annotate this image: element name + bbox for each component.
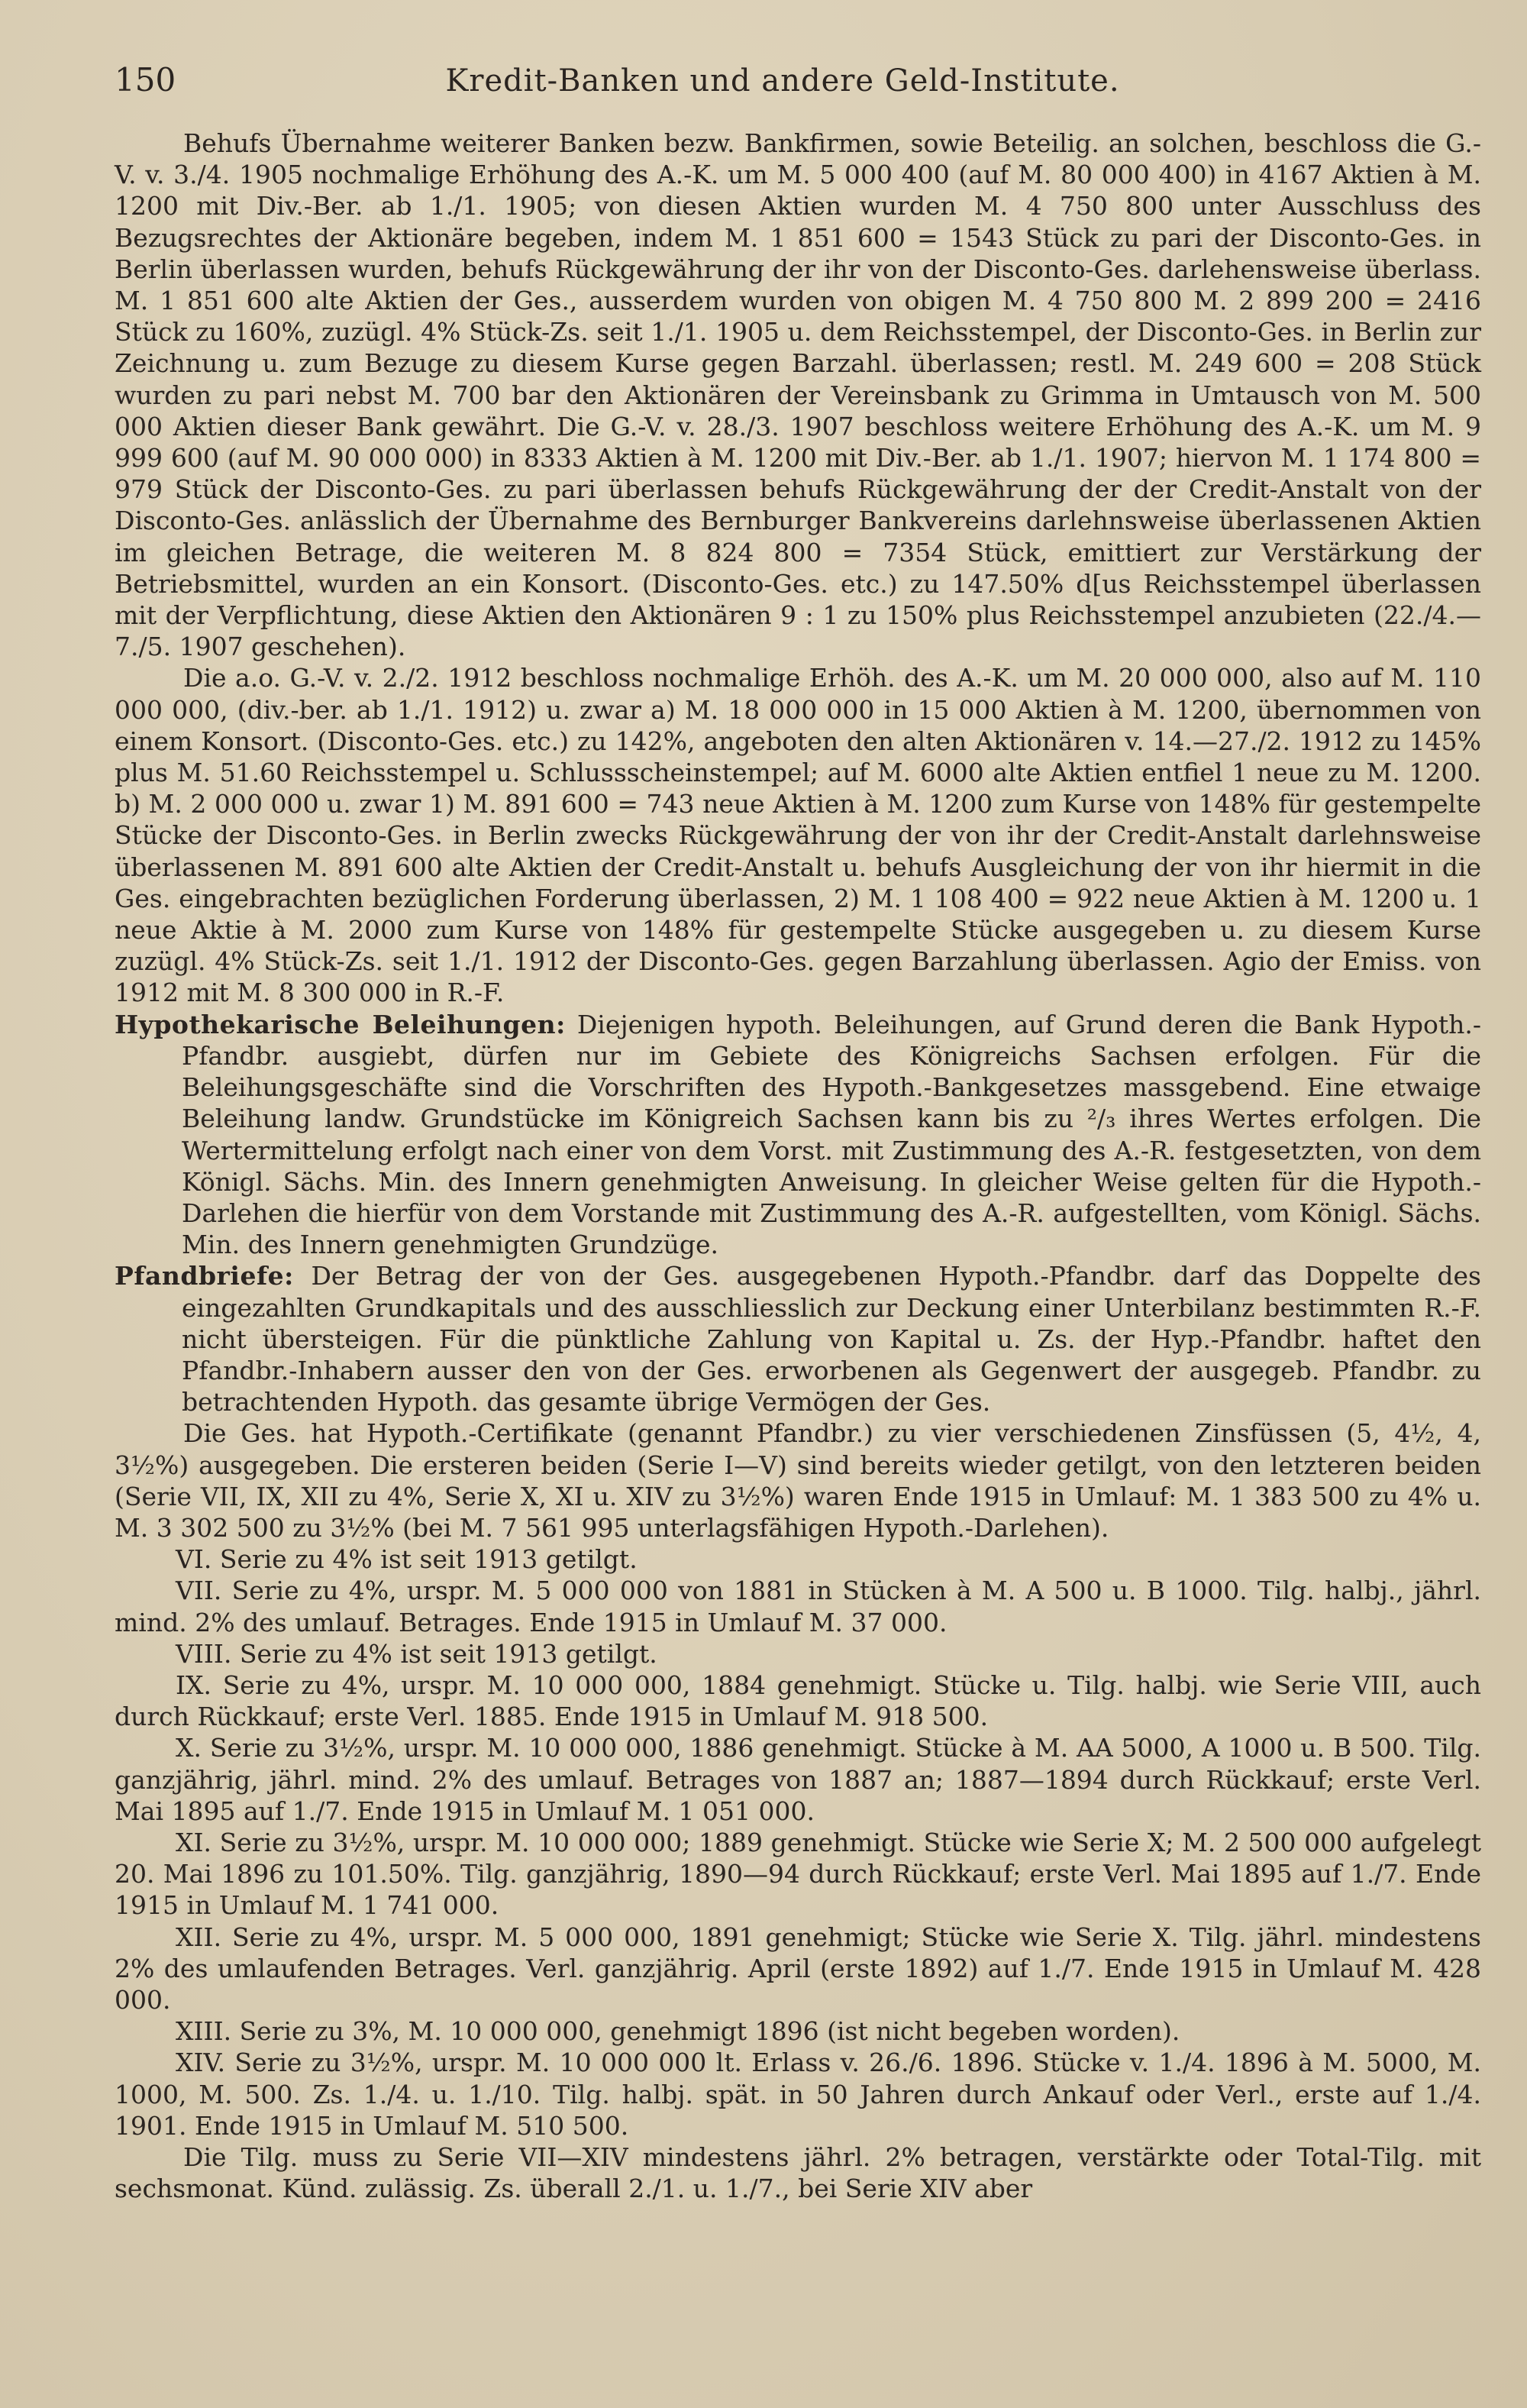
paragraph-pfandbriefe-certificates: Die Ges. hat Hypoth.-Certifikate (genannt Pfandbr.) zu vier verschiedenen Zinsfüssen (5, 4½, 4, 3½%) ausgegeben. Die ersteren beiden (Serie I—V) sind bereits wieder getilgt, von den letzteren beiden (Serie VII, IX, XII zu 4%, Serie X, XI u. XIV zu 3½%) waren Ende 1915 in Umlauf: M. 1 383 500 zu 4% u. M. 3 302 500 zu 3½% (bei M. 7 561 995 unterlagsfähigen Hypoth.-Darlehen). — [115, 1418, 1481, 1543]
series-entry-xi: XI. Serie zu 3½%, urspr. M. 10 000 000; 1889 genehmigt. Stücke wie Serie X; M. 2 500 000 aufgelegt 20. Mai 1896 zu 101.50%. Tilg. ganzjährig, 1890—94 durch Rückkauf; erste Verl. Mai 1895 auf 1./7. Ende 1915 in Umlauf M. 1 741 000. — [115, 1827, 1481, 1921]
section-pfandbriefe — [115, 1260, 1481, 1417]
section-hypothekarische-beleihungen — [115, 1009, 1481, 1261]
section-heading-pfandbriefe: Pfandbriefe: — [115, 1261, 294, 1291]
series-entry-xii: XII. Serie zu 4%, urspr. M. 5 000 000, 1891 genehmigt; Stücke wie Serie X. Tilg. jährl. mindestens 2% des umlaufenden Betrages. Verl. ganzjährig. April (erste 1892) auf 1./7. Ende 1915 in Umlauf M. 428 000. — [115, 1922, 1481, 2015]
section-text-hypothek: Diejenigen hypoth. Beleihungen, auf Grund deren die Bank Hypoth.-Pfandbr. ausgiebt, dürfen nur im Gebiete des Königreichs Sachsen erfolgen. Für die Beleihungsgeschäfte sind die Vorschriften des Hypoth.-Bankgesetzes massgebend. Eine etwaige Beleihung landw. Grundstücke im Königreich Sachsen kann bis zu ²/₃ ihres Wertes erfolgen. Die Wertermittelung erfolgt nach einer von dem Vorst. mit Zustimmung des A.-R. festgesetzten, von dem Königl. Sächs. Min. des Innern genehmigten Anweisung. In gleicher Weise gelten für die Hypoth.-Darlehen die hierfür von dem Vorstande mit Zustimmung des A.-R. aufgestellten, vom Königl. Sächs. Min. des Innern genehmigten Grundzüge. — [182, 1009, 1482, 1260]
paragraph-tilgung: Die Tilg. muss zu Serie VII—XIV mindestens jährl. 2% betragen, verstärkte oder Total-Tilg. mit sechsmonat. Künd. zulässig. Zs. überall 2./1. u. 1./7., bei Serie XIV aber — [115, 2142, 1481, 2204]
series-entry-x: X. Serie zu 3½%, urspr. M. 10 000 000, 1886 genehmigt. Stücke à M. AA 5000, A 1000 u. B 500. Tilg. ganzjährig, jährl. mind. 2% des umlauf. Betrages von 1887 an; 1887—1894 durch Rückkauf; erste Verl. Mai 1895 auf 1./7. Ende 1915 in Umlauf M. 1 051 000. — [115, 1733, 1481, 1826]
series-entry-vii: VII. Serie zu 4%, urspr. M. 5 000 000 von 1881 in Stücken à M. A 500 u. B 1000. Tilg. halbj., jährl. mind. 2% des umlauf. Betrages. Ende 1915 in Umlauf M. 37 000. — [115, 1576, 1481, 1637]
section-text-pfandbriefe: Der Betrag der von der Ges. ausgegebenen Hypoth.-Pfandbr. darf das Doppelte des eingezahlten Grundkapitals und des ausschliesslich zur Deckung einer Unterbilanz bestimmten R.-F. nicht übersteigen. Für die pünktliche Zahlung von Kapital u. Zs. der Hyp.-Pfandbr. haftet den Pfandbr.-Inhabern ausser den von der Ges. erworbenen als Gegenwert der ausgegeb. Pfandbr. zu betrachtenden Hypoth. das gesamte übrige Vermögen der Ges. — [182, 1261, 1481, 1417]
section-heading-hypothek: Hypothekarische Beleihungen: — [115, 1009, 566, 1039]
running-title: Kredit-Banken und andere Geld-Institute. — [445, 63, 1120, 99]
paragraph-capital-increase-1912: Die a.o. G.-V. v. 2./2. 1912 beschloss nochmalige Erhöh. des A.-K. um M. 20 000 000, also auf M. 110 000 000, (div.-ber. ab 1./1. 1912) u. zwar a) M. 18 000 000 in 15 000 Aktien à M. 1200, übernommen von einem Konsort. (Disconto-Ges. etc.) zu 142%, angeboten den alten Aktionären v. 14.—27./2. 1912 zu 145% plus M. 51.60 Reichsstempel u. Schlussscheinstempel; auf M. 6000 alte Aktien entfiel 1 neue zu M. 1200. b) M. 2 000 000 u. zwar 1) M. 891 600 = 743 neue Aktien à M. 1200 zum Kurse von 148% für gestempelte Stücke der Disconto-Ges. in Berlin zwecks Rückgewährung der von ihr der Credit-Anstalt darlehnsweise überlassenen M. 891 600 alte Aktien der Credit-Anstalt u. behufs Ausgleichung der von ihr hiermit in die Ges. eingebrachten bezüglichen Forderung überlassen, 2) M. 1 108 400 = 922 neue Aktien à M. 1200 u. 1 neue Aktie à M. 2000 zum Kurse von 148% für gestempelte Stücke ausgegeben u. zu diesem Kurse zuzügl. 4% Stück-Zs. seit 1./1. 1912 der Disconto-Ges. gegen Barzahlung überlassen. Agio der Emiss. von 1912 mit M. 8 300 000 in R.-F. — [115, 663, 1481, 1008]
paragraph-capital-increase-1905-1907: Behufs Übernahme weiterer Banken bezw. Bankfirmen, sowie Beteilig. an solchen, beschloss die G.-V. v. 3./4. 1905 nochmalige Erhöhung des A.-K. um M. 5 000 400 (auf M. 80 000 400) in 4167 Aktien à M. 1200 mit Div.-Ber. ab 1./1. 1905; von diesen Aktien wurden M. 4 750 800 unter Ausschluss des Bezugsrechtes der Aktionäre begeben, indem M. 1 851 600 = 1543 Stück zu pari der Disconto-Ges. in Berlin überlassen wurden, behufs Rückgewährung der ihr von der Disconto-Ges. darlehensweise überlass. M. 1 851 600 alte Aktien der Ges., ausserdem wurden von obigen M. 4 750 800 M. 2 899 200 = 2416 Stück zu 160%, zuzügl. 4% Stück-Zs. seit 1./1. 1905 u. dem Reichsstempel, der Disconto-Ges. in Berlin zur Zeichnung u. zum Bezuge zu diesem Kurse gegen Barzahl. überlassen; restl. M. 249 600 = 208 Stück wurden zu pari nebst M. 700 bar den Aktionären der Vereinsbank zu Grimma in Umtausch von M. 500 000 Aktien dieser Bank gewährt. Die G.-V. v. 28./3. 1907 beschloss weitere Erhöhung des A.-K. um M. 9 999 600 (auf M. 90 000 000) in 8333 Aktien à M. 1200 mit Div.-Ber. ab 1./1. 1907; hiervon M. 1 174 800 = 979 Stück der Disconto-Ges. zu pari überlassen behufs Rückgewährung der der Credit-Anstalt von der Disconto-Ges. anlässlich der Übernahme des Bernburger Bankvereins darlehnsweise überlassenen Aktien im gleichen Betrage, die weiteren M. 8 824 800 = 7354 Stück, emittiert zur Verstärkung der Betriebsmittel, wurden an ein Konsort. (Disconto-Ges. etc.) zu 147.50% d[us Reichsstempel überlassen mit der Verpflichtung, diese Aktien den Aktionären 9 : 1 zu 150% plus Reichsstempel anzubieten (22./4.—7./5. 1907 geschehen). — [115, 128, 1481, 662]
series-entry-xiii: XIII. Serie zu 3%, M. 10 000 000, genehmigt 1896 (ist nicht begeben worden). — [176, 2016, 1180, 2047]
page-header — [115, 61, 1481, 99]
series-entry-ix: IX. Serie zu 4%, urspr. M. 10 000 000, 1884 genehmigt. Stücke u. Tilg. halbj. wie Serie VIII, auch durch Rückkauf; erste Verl. 1885. Ende 1915 in Umlauf M. 918 500. — [115, 1669, 1481, 1732]
series-entry-viii: VIII. Serie zu 4% ist seit 1913 getilgt. — [176, 1638, 657, 1669]
page-number: 150 — [115, 61, 176, 99]
series-entry-vi: VI. Serie zu 4% ist seit 1913 getilgt. — [176, 1544, 638, 1575]
series-entry-xiv: XIV. Serie zu 3½%, urspr. M. 10 000 000 lt. Erlass v. 26./6. 1896. Stücke v. 1./4. 1896 à M. 5000, M. 1000, M. 500. Zs. 1./4. u. 1./10. Tilg. halbj. spät. in 50 Jahren durch Ankauf oder Verl., erste auf 1./4. 1901. Ende 1915 in Umlauf M. 510 500. — [115, 2048, 1481, 2141]
